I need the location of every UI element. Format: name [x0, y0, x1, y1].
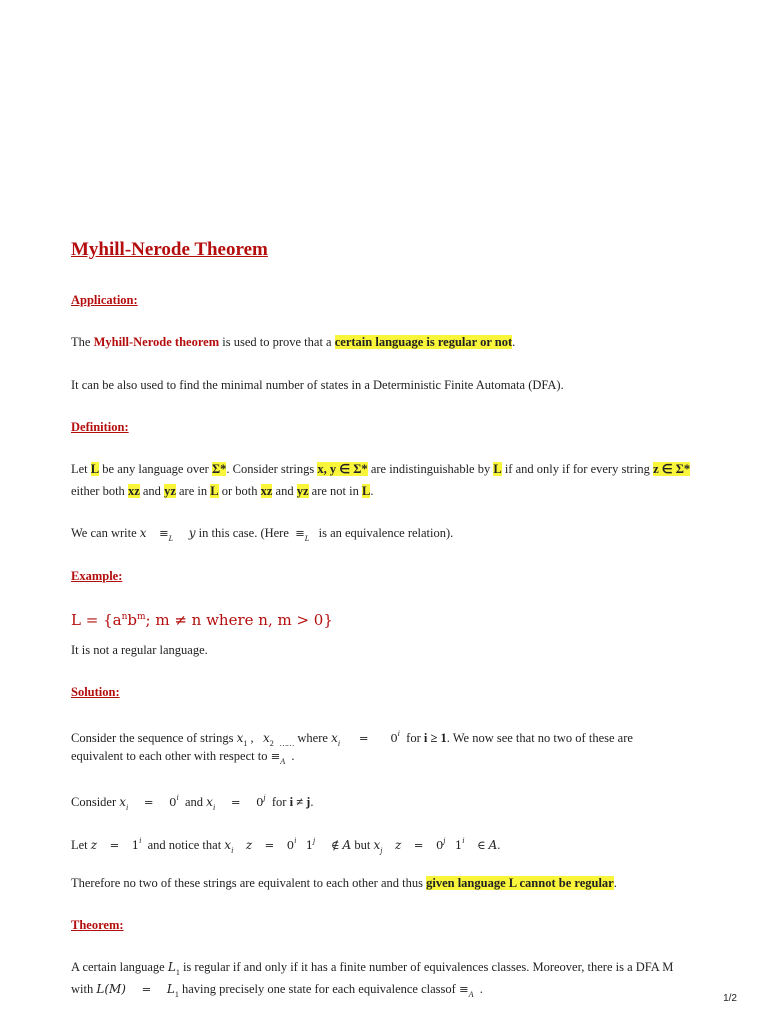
superscript-i: i	[397, 729, 400, 738]
text-run: is regular if and only if it has a finite number of equivalences classes. Moreover, there is a DFA M	[179, 960, 674, 974]
superscript-i: i	[139, 836, 142, 845]
text-run: and	[139, 484, 165, 498]
text-run: Consider	[71, 795, 120, 809]
text-run: A certain language	[71, 960, 168, 974]
application-heading: Application:	[71, 293, 138, 307]
equals-symbol: =	[141, 982, 152, 996]
condition-i-ne-j: i ≠ j	[289, 795, 311, 809]
math-x: x	[263, 731, 270, 745]
text-run: .	[291, 749, 295, 763]
highlight-xz: xz	[127, 484, 140, 498]
highlight-z: z ∈ Σ*	[653, 462, 691, 476]
math-A: A	[342, 838, 352, 852]
subscript-i: i	[126, 803, 129, 812]
superscript-j: j	[443, 836, 446, 845]
math-one: 1	[454, 838, 463, 852]
superscript-i: i	[462, 836, 465, 845]
highlight-yz: yz	[164, 484, 176, 498]
application-paragraph-2: It can be also used to find the minimal number of states in a Deterministic Finite Automata (DFA).	[71, 378, 564, 392]
math-x: x	[373, 838, 381, 852]
page-number: 1/2	[723, 993, 737, 1004]
example-formula	[71, 606, 711, 631]
subscript-1: 1	[174, 990, 179, 999]
equiv-symbol: ≡	[270, 749, 281, 763]
text-run: and	[272, 484, 297, 498]
text-run: .	[310, 795, 314, 809]
superscript-j: j	[263, 793, 266, 802]
text-run: Let	[71, 838, 91, 852]
not-in-symbol: ∉	[330, 838, 340, 852]
text-run: and	[184, 795, 204, 809]
subscript-L: L	[168, 534, 174, 543]
highlight-xz: xz	[260, 484, 273, 498]
math-z: z	[394, 838, 402, 852]
subscript-i: i	[231, 846, 234, 855]
text-run: are in	[175, 484, 211, 498]
equals-symbol: =	[358, 731, 369, 745]
text-run: are not in	[308, 484, 362, 498]
ellipsis: ……	[280, 739, 295, 748]
definition-heading: Definition:	[71, 420, 129, 434]
text-run: .	[370, 484, 374, 498]
equals-symbol: =	[264, 838, 275, 852]
definition-line-1	[71, 458, 711, 480]
solution-conclusion	[71, 872, 711, 894]
math-A: A	[488, 838, 498, 852]
math-x: x	[224, 838, 232, 852]
text-run: .	[479, 982, 483, 996]
text-run: where	[297, 731, 328, 745]
superscript-i: i	[176, 793, 179, 802]
math-y: y	[188, 526, 196, 540]
in-symbol: ∈	[476, 838, 486, 852]
page-title: Myhill-Nerode Theorem	[71, 239, 268, 260]
formula-run: L = {a	[71, 611, 122, 629]
highlight-L: L	[90, 462, 100, 476]
math-x: x	[236, 731, 244, 745]
math-one: 1	[305, 838, 314, 852]
text-run: and notice that	[147, 838, 225, 852]
math-x: x	[206, 795, 213, 809]
math-zero: 0	[435, 838, 444, 852]
math-zero: 0	[256, 795, 264, 809]
subscript-i: i	[337, 739, 341, 748]
example-heading: Example:	[71, 569, 123, 583]
subscript-A: A	[280, 757, 286, 766]
text-run: . We now see that no two of these are	[446, 731, 633, 745]
solution-line-4	[71, 830, 711, 862]
equiv-symbol: ≡	[458, 982, 469, 996]
subscript-A: A	[468, 990, 474, 999]
theorem-line-2	[71, 978, 711, 1006]
math-x: x	[119, 795, 127, 809]
highlight-sigma-star: Σ*	[211, 462, 227, 476]
condition-i-ge-1: i ≥ 1	[423, 731, 447, 745]
math-zero: 0	[169, 795, 177, 809]
equals-symbol: =	[413, 838, 424, 852]
math-x: x	[331, 731, 338, 745]
text-run: . Consider strings	[226, 462, 318, 476]
highlight-L: L	[362, 484, 371, 498]
subscript-i: i	[212, 803, 216, 812]
solution-line-3	[71, 787, 711, 819]
highlight-regular-or-not: certain language is regular or not	[334, 335, 513, 349]
text-run: .	[512, 335, 516, 349]
text-run: for	[406, 731, 421, 745]
text-run: Let	[71, 462, 91, 476]
math-L-of-M: L(M)	[96, 982, 126, 996]
equals-symbol: =	[109, 838, 120, 852]
solution-heading: Solution:	[71, 685, 120, 699]
text-run: The	[71, 335, 94, 349]
superscript-m: m	[136, 612, 146, 622]
application-paragraph-1	[71, 331, 711, 353]
text-run: Therefore no two of these strings are equivalent to each other and thus	[71, 876, 427, 890]
subscript-1: 1	[175, 968, 180, 977]
subscript-1: 1	[243, 739, 248, 748]
math-L: L	[167, 960, 176, 974]
superscript-n: n	[121, 612, 128, 622]
math-x: x	[139, 526, 147, 540]
highlight-L: L	[210, 484, 219, 498]
math-z: z	[90, 838, 98, 852]
subscript-2: 2	[269, 739, 274, 748]
formula-run: ; m ≠ n where n, m > 0}	[145, 611, 333, 629]
definition-equivalence-line	[71, 522, 711, 550]
equiv-symbol: ≡	[295, 526, 305, 540]
text-run: if and only if for every string	[501, 462, 654, 476]
text-run: or both	[218, 484, 261, 498]
text-run: in this case. (Here	[195, 526, 293, 540]
math-one: 1	[131, 838, 140, 852]
highlight-L: L	[493, 462, 502, 476]
math-L: L	[166, 982, 175, 996]
superscript-i: i	[294, 836, 297, 845]
example-note: It is not a regular language.	[71, 643, 208, 657]
definition-line-2	[71, 480, 711, 502]
text-run: having precisely one state for each equivalence classof	[178, 982, 459, 996]
highlight-cannot-be-regular: given language L cannot be regular	[426, 876, 614, 890]
solution-line-2	[71, 745, 711, 773]
formula-run: b	[127, 611, 137, 629]
text-run: either both	[71, 484, 128, 498]
text-run: for	[271, 795, 287, 809]
math-zero: 0	[390, 731, 398, 745]
theorem-heading: Theorem:	[71, 918, 124, 932]
equiv-symbol: ≡	[159, 526, 169, 540]
text-run: equivalent to each other with respect to	[71, 749, 271, 763]
text-run: be any language over	[99, 462, 212, 476]
text-run: We can write	[71, 526, 140, 540]
text-run: .	[613, 876, 617, 890]
equals-symbol: =	[143, 795, 154, 809]
text-run: is used to prove that a	[219, 335, 335, 349]
highlight-yz: yz	[296, 484, 309, 498]
text-run: with	[71, 982, 97, 996]
text-run: but	[354, 838, 371, 852]
text-run: .	[497, 838, 501, 852]
text-run: ,	[247, 731, 254, 745]
superscript-j: j	[313, 836, 316, 845]
subscript-L: L	[304, 534, 310, 543]
equals-symbol: =	[230, 795, 241, 809]
highlight-x-y: x, y ∈ Σ*	[317, 462, 368, 476]
math-zero: 0	[286, 838, 295, 852]
text-run: is an equivalence relation).	[315, 526, 454, 540]
subscript-j: j	[380, 846, 383, 855]
math-z: z	[245, 838, 253, 852]
theorem-name: Myhill-Nerode theorem	[93, 335, 220, 349]
text-run: are indistinguishable by	[367, 462, 494, 476]
text-run: Consider the sequence of strings	[71, 731, 237, 745]
